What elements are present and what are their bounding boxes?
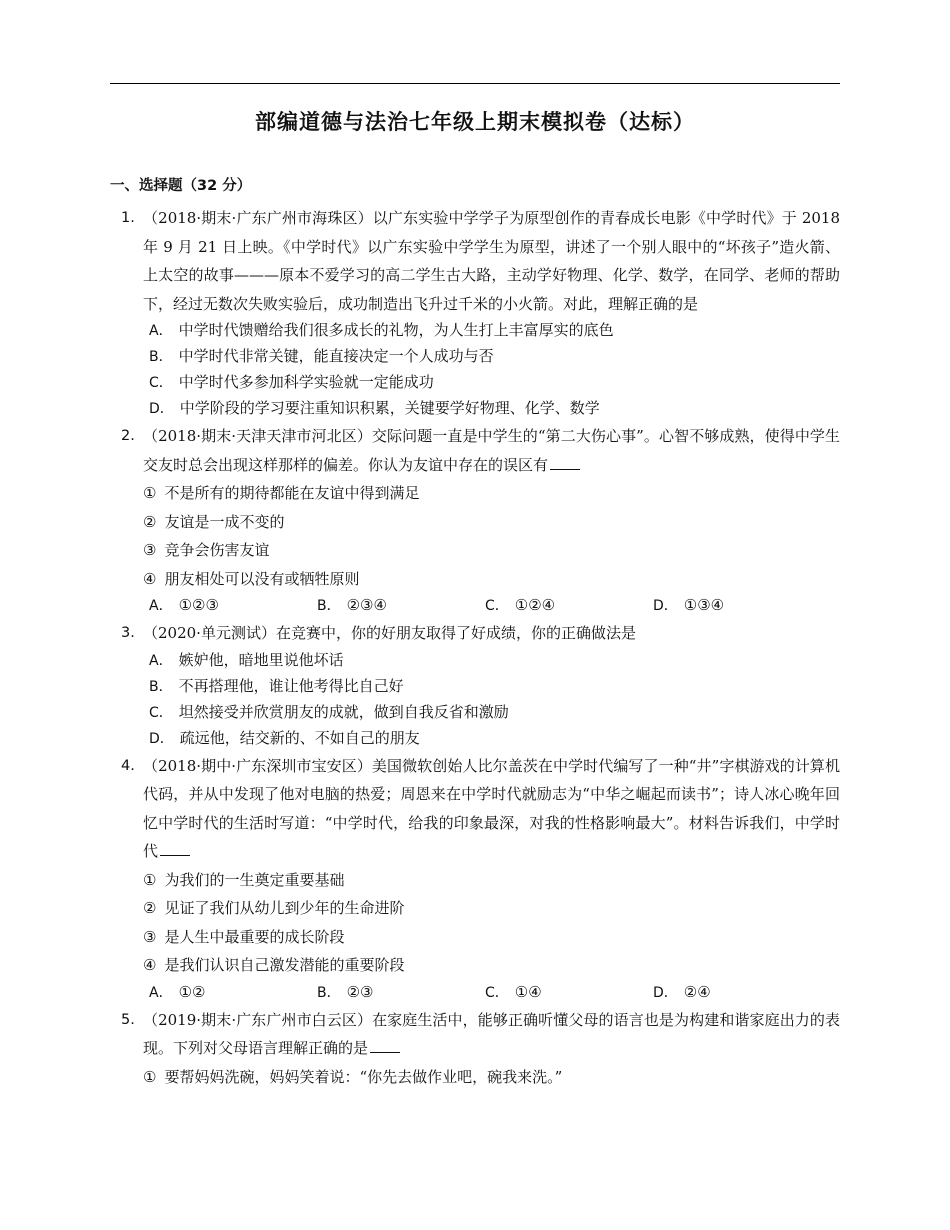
option-label: B． (149, 349, 173, 365)
statement-1 (143, 479, 840, 508)
statement-3 (143, 536, 840, 565)
question-5 (110, 1006, 840, 1092)
question-list (110, 204, 840, 1091)
option-label: C． (149, 375, 173, 391)
option-text: 中学时代馈赠给我们很多成长的礼物，为人生打上丰富厚实的底色 (178, 321, 614, 339)
options-row (143, 593, 840, 619)
option-d: D． 疏远他，结交新的、不如自己的朋友 (149, 728, 420, 747)
option-b: B． ②③④ (317, 596, 387, 614)
statement-text: 朋友相处可以没有或牺牲原则 (164, 569, 360, 588)
option-d: D． ②④ (653, 982, 711, 1001)
question-1 (110, 204, 840, 422)
statement-1: ① 为我们的一生奠定重要基础 (143, 870, 345, 889)
statement-2: ② 见证了我们从幼儿到少年的生命进阶 (143, 899, 405, 917)
option-a (143, 318, 840, 344)
answer-blank (370, 1038, 400, 1053)
section-heading: 一、选择题（32 分） (110, 178, 252, 194)
statement-mark: ① (143, 484, 157, 502)
option-c (143, 370, 840, 396)
option-label: D． (149, 401, 174, 417)
statement-text: 友谊是一成不变的 (164, 512, 285, 531)
question-stem: （2018·期中·广东深圳市宝安区）美国微软创始人比尔盖茨在中学时代编写了一种“井”字棋游戏的计算机代码，并从中发现了他对电脑的热爱；周恩来在中学时代就励志为“中华之崛起而读书”；诗人冰心晚年回忆中学时代的生活时写道：“中学时代，给我的印象最深，对我的性格影响最大”。材料告诉我们，中学时代 (143, 756, 840, 860)
statement-mark: ③ (143, 541, 157, 559)
statement-text: 竞争会伤害友谊 (164, 541, 270, 559)
question-stem: （2018·期末·天津天津市河北区）交际问题一直是中学生的“第二大伤心事”。心智不够成熟，使得中学生交友时总会出现这样那样的偏差。你认为友谊中存在的误区有 (143, 427, 840, 474)
question-stem: （2019·期末·广东广州市白云区）在家庭生活中，能够正确听懂父母的语言也是为构建和谐家庭出力的表现。下列对父母语言理解正确的是 (143, 1010, 840, 1057)
statement-mark: ④ (143, 569, 157, 588)
question-number: 3. (121, 625, 135, 641)
option-text: 中学时代非常关键，能直接决定一个人成功与否 (178, 347, 494, 365)
question-number: 2. (121, 428, 135, 444)
option-c: C． ①②④ (485, 596, 556, 614)
statement-3: ③ 是人生中最重要的成长阶段 (143, 927, 345, 946)
option-label: A． (149, 323, 173, 339)
option-d: D． ①③④ (653, 596, 725, 614)
option-a: A． ①② (149, 982, 206, 1001)
question-stem: （2018·期末·广东广州市海珠区）以广东实验中学学子为原型创作的青春成长电影《中学时代》于 2018 年 9 月 21 日上映。《中学时代》以广东实验中学学生为原型，讲述了一个别人眼中的“坏孩子”造火箭、上太空的故事———原本不爱学习的高二学生古大路，主动学好物理、化学、数学，在同学、老师的帮助下，经过无数次失败实验后，成功制造出飞升过千米的小火箭。对此，理解正确的是 (143, 209, 840, 313)
answer-blank (160, 841, 190, 856)
statement-mark: ② (143, 512, 157, 531)
question-number: 1. (121, 210, 135, 226)
option-c: C． ①④ (485, 982, 542, 1001)
statement-4 (143, 565, 840, 594)
option-a: A． ①②③ (149, 596, 219, 614)
top-rule (110, 83, 840, 84)
option-b: B． 不再搭理他，谁让他考得比自己好 (149, 676, 404, 695)
page-title: 部编道德与法治七年级上期末模拟卷（达标） (255, 110, 695, 134)
option-d (143, 396, 840, 422)
statement-1: ① 要帮妈妈洗碗，妈妈笑着说：“你先去做作业吧，碗我来洗。” (143, 1067, 563, 1086)
question-number: 4. (121, 757, 135, 774)
statement-4: ④ 是我们认识自己激发潜能的重要阶段 (143, 956, 405, 974)
question-4 (110, 752, 840, 1006)
question-number: 5. (121, 1011, 135, 1028)
option-a: A． 嫉妒他，暗地里说他坏话 (149, 650, 344, 669)
option-b (143, 344, 840, 370)
question-2 (110, 422, 840, 619)
question-3 (110, 619, 840, 752)
answer-blank (550, 455, 580, 470)
statement-2 (143, 508, 840, 537)
option-text: 中学阶段的学习要注重知识积累，关键要学好物理、化学、数学 (179, 399, 600, 417)
option-c: C． 坦然接受并欣赏朋友的成就，做到自我反省和激励 (149, 702, 509, 721)
question-stem: （2020·单元测试）在竞赛中，你的好朋友取得了好成绩，你的正确做法是 (143, 624, 636, 642)
option-b: B． ②③ (317, 982, 374, 1001)
options-row (143, 980, 840, 1006)
statement-text: 不是所有的期待都能在友谊中得到满足 (164, 484, 420, 502)
option-text: 中学时代多参加科学实验就一定能成功 (178, 373, 434, 391)
